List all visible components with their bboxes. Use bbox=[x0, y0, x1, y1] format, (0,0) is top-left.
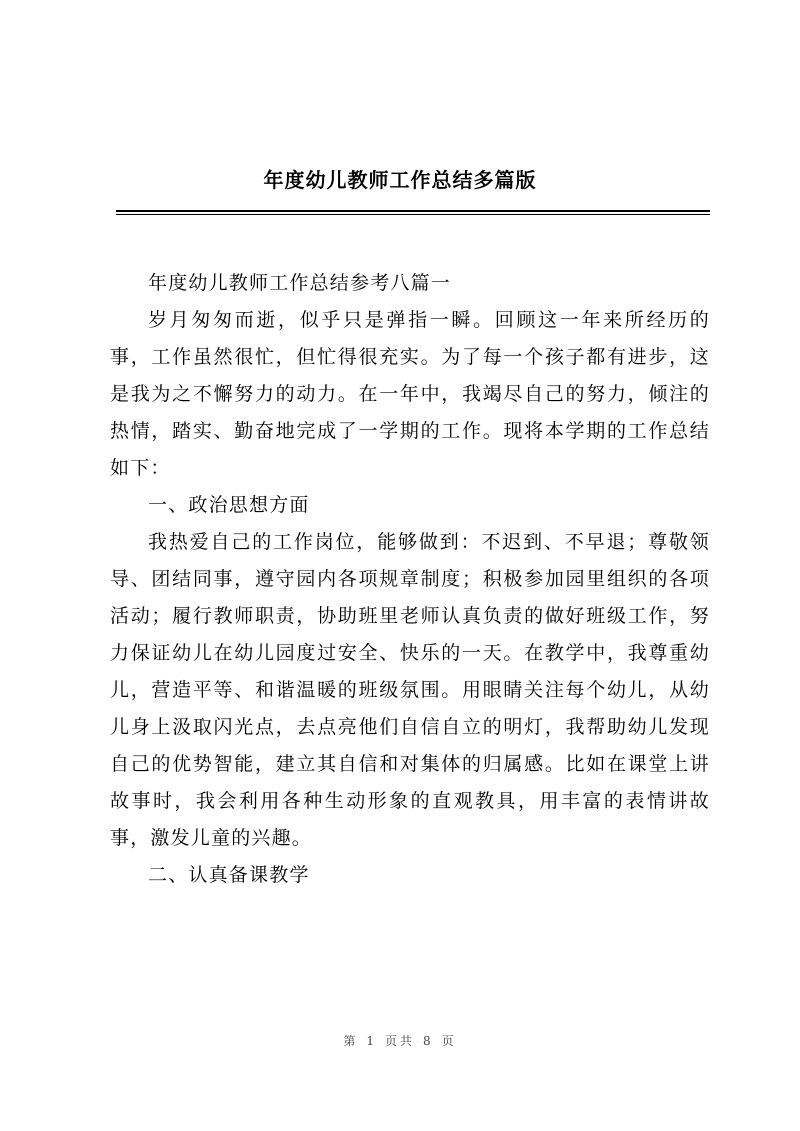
page-footer bbox=[0, 1032, 800, 1049]
title-rule-thick bbox=[116, 210, 710, 212]
footer-middle: 页共 bbox=[384, 1034, 415, 1048]
paragraph: 岁月匆匆而逝，似乎只是弹指一瞬。回顾这一年来所经历的事，工作虽然很忙，但忙得很充实。为了每一个孩子都有进步，这是我为之不懈努力的动力。在一年中，我竭尽自己的努力，倾注的热情，踏实、勤奋地完成了一学期的工作。现将本学期的工作总结如下： bbox=[110, 309, 710, 479]
footer-total-pages: 8 bbox=[423, 1034, 434, 1048]
footer-prefix: 第 bbox=[343, 1034, 359, 1048]
title-rule-thin bbox=[116, 214, 710, 215]
paragraph-heading: 年度幼儿教师工作总结参考八篇一 bbox=[148, 272, 452, 294]
footer-suffix: 页 bbox=[441, 1034, 457, 1048]
document-body bbox=[110, 265, 710, 894]
document-title: 年度幼儿教师工作总结多篇版 bbox=[263, 168, 537, 192]
section-heading: 二、认真备课教学 bbox=[148, 864, 310, 886]
footer-current-page: 1 bbox=[366, 1034, 377, 1048]
section-heading: 一、政治思想方面 bbox=[148, 494, 310, 516]
paragraph: 我热爱自己的工作岗位，能够做到：不迟到、不早退；尊敬领导、团结同事，遵守园内各项规章制度；积极参加园里组织的各项活动；履行教师职责，协助班里老师认真负责的做好班级工作，努力保证幼儿在幼儿园度过安全、快乐的一天。在教学中，我尊重幼儿，营造平等、和谐温暖的班级氛围。用眼睛关注每个幼儿，从幼儿身上汲取闪光点，去点亮他们自信自立的明灯，我帮助幼儿发现自己的优势智能，建立其自信和对集体的归属感。比如在课堂上讲故事时，我会利用各种生动形象的直观教具，用丰富的表情讲故事，激发儿童的兴趣。 bbox=[110, 531, 710, 849]
